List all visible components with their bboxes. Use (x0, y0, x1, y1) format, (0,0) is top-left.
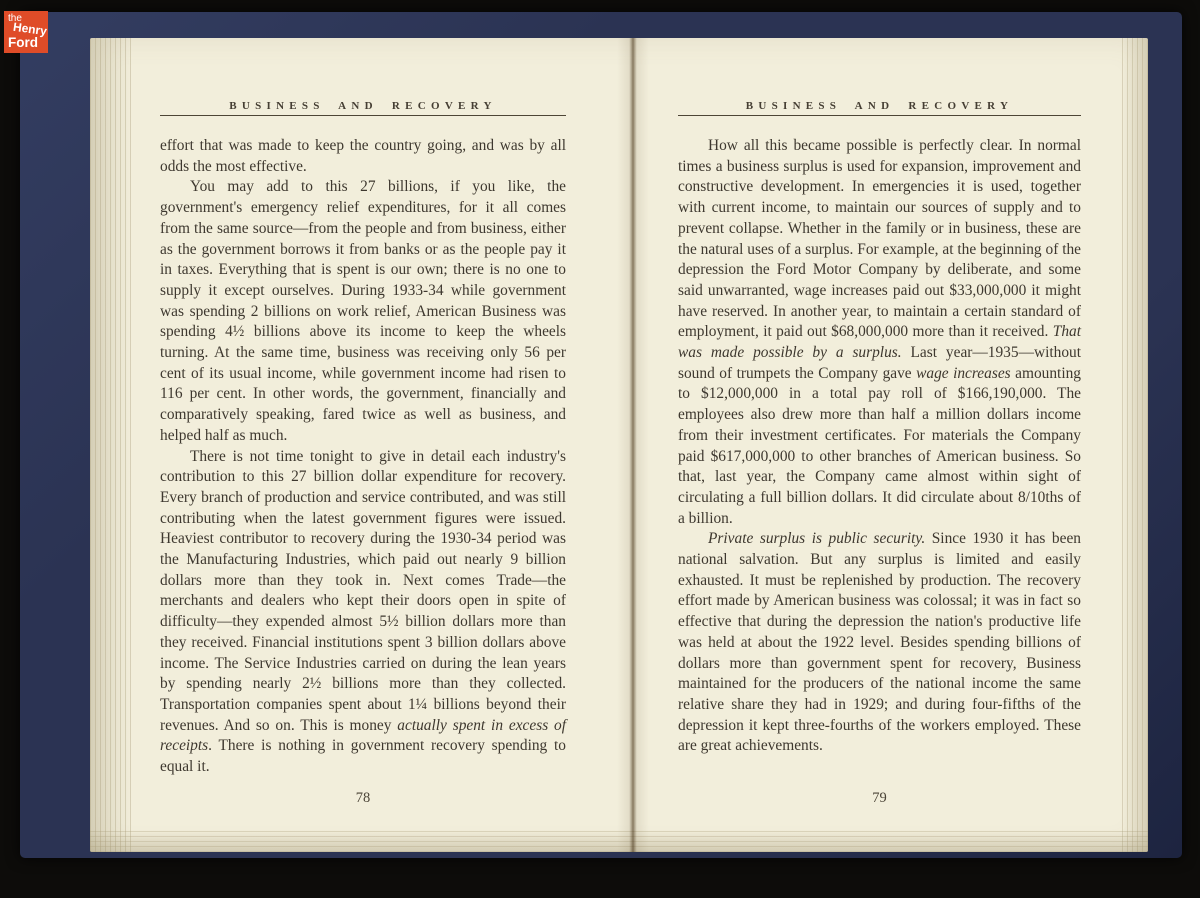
italic-text: actually spent in excess of receipts (160, 716, 566, 755)
page-body (678, 136, 1081, 757)
body-text: Since 1930 it has been national salvation. But any surplus is limited and easily exhausted. It must be replenished by production. The recovery effort made by American business was colossal; it was in fact so effective that during the depression the nation's productive life was held at about the 1922 level. Besides spending billions of dollars more than government spent for recovery, Business maintained for the producers of the national income the same relative share they had in 1929; and during four-fifths of the depression it kept three-fourths of the workers employed. These are great achievements. (678, 530, 1081, 755)
paragraph (678, 529, 1081, 757)
body-text: amounting to $12,000,000 in a total pay roll of $166,190,000. The employees also drew more than half a million dollars income from their investment certificates. For materials the Company paid $617,000,000 to other branches of American business. So that, last year, the Company came almost within sight of circulating a full billion dollars. It did circulate about 8/10ths of a billion. (678, 364, 1081, 527)
page-body (160, 136, 566, 778)
logo-text-the: the (8, 13, 22, 24)
body-text: Last year—1935—without sound of trumpets the Company gave (678, 344, 1081, 382)
running-head: BUSINESS AND RECOVERY (745, 100, 1014, 112)
right-page (678, 100, 1081, 830)
page-number: 79 (872, 790, 887, 806)
henry-ford-logo (4, 11, 48, 53)
body-text: There is not time tonight to give in detail each industry's contribution to this 27 billion dollar expenditure for recovery. Every branch of production and service contributed, and was still contributing when the latest government figures were issued. Heaviest contributor to recovery during the 1930-34 period was the Manufacturing Industries, which paid out nearly 9 billion dollars more than they took in. Next comes Trade—the merchants and dealers who kept their doors open in spite of difficulty—they expended almost 5½ billion dollars more than they received. Financial institutions spent 3 billion dollars above income. The Service Industries carried on during the lean years by spending nearly 2½ billions more than they collected. Transportation companies spent about 1¼ billions beyond their revenues. And so on. This is money (160, 447, 566, 734)
left-page (160, 100, 566, 830)
body-text: . There is nothing in government recovery spending to equal it. (160, 737, 566, 776)
logo-text-ford: Ford (8, 35, 38, 50)
book-gutter (617, 38, 649, 852)
running-head: BUSINESS AND RECOVERY (229, 100, 497, 112)
italic-text: That was made possible by a surplus. (678, 323, 1081, 362)
logo-text-henry: Henry (12, 19, 48, 39)
book-cover (20, 12, 1182, 858)
body-text: You may add to this 27 billions, if you like, the government's emergency relief expenditures, for it all comes from the same source—from the people and from business, either as the government borrows it from banks or as the people pay it in taxes. Everything that is spent is our own; there is no one to supply it except ourselves. During 1933-34 while government was spending 2 billions on work relief, American Business was spending 4½ billions above its income to keep the wheels turning. At the same time, business was receiving only 56 per cent of its usual income, while government income had risen to 116 per cent. In other words, the government, financially and comparatively speaking, fared twice as well as business, and helped half as much. (160, 178, 566, 444)
body-text: effort that was made to keep the country going, and was by all odds the most effective. (160, 137, 566, 175)
running-head-rule (678, 115, 1081, 116)
paragraph (160, 447, 566, 778)
page-edges-right (1122, 38, 1148, 852)
page-spread (90, 38, 1148, 852)
paragraph (160, 136, 566, 177)
page-number: 78 (355, 790, 371, 806)
page-edges-left (90, 38, 132, 852)
paragraph (678, 136, 1081, 529)
italic-text: Private surplus is public security. (708, 530, 926, 548)
body-text: How all this became possible is perfectly clear. In normal times a business surplus is used for expansion, improvement and constructive development. In emergencies it is used, together with current income, to maintain our sources of supply and to prevent collapse. Whether in the family or in business, these are the natural uses of a surplus. For example, at the beginning of the depression the Ford Motor Company by deliberate, and some said unwarranted, wage increases paid out $33,000,000 it might have reserved. In another year, to maintain a certain standard of employment, it paid out $68,000,000 more than it received. (678, 137, 1081, 341)
italic-text: wage increases (916, 364, 1011, 382)
running-head-rule (160, 115, 566, 116)
paragraph (160, 177, 566, 446)
